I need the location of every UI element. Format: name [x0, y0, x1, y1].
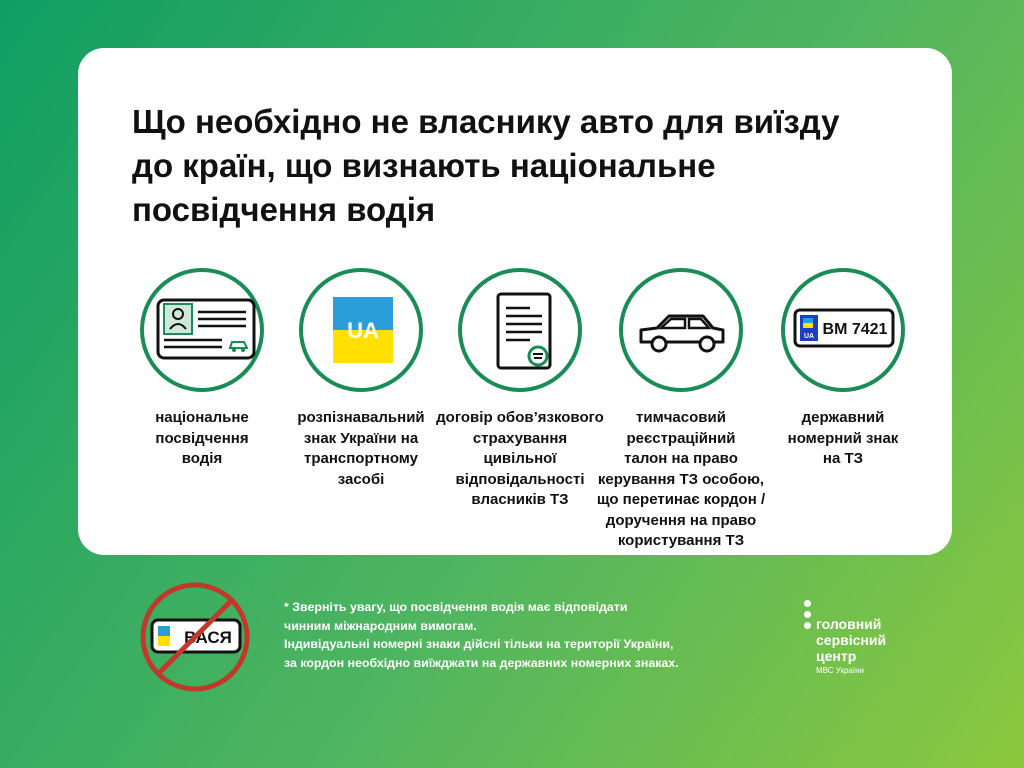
item-label: розпізнавальний знак України на транспортному засобі — [297, 409, 425, 488]
ua-badge-text: UA — [347, 318, 379, 343]
document-stamp-icon — [462, 272, 578, 388]
brand-name: головний сервісний центр — [816, 616, 887, 664]
ua-flag-icon — [303, 272, 419, 388]
license-plate-icon — [785, 272, 901, 388]
item-label: договір обов’язкового страхування цивільної відповідальності власників ТЗ — [436, 409, 604, 508]
brand-subtitle: МВС України — [816, 666, 864, 675]
item-label: тимчасовий реєстраційний талон на право керування ТЗ особою, що перетинає кордон / доручення на право користування ТЗ — [596, 409, 766, 549]
info-card — [78, 48, 952, 555]
item-car-registration — [596, 268, 766, 552]
item-license-plate — [758, 268, 928, 470]
car-icon — [623, 272, 739, 388]
item-ua-sign — [276, 268, 446, 490]
forbidden-plate-text: ВАСЯ — [184, 628, 232, 647]
item-label: національне посвідчення водія — [155, 409, 249, 467]
prohibited-sign-icon — [136, 578, 254, 696]
driver-license-icon — [144, 272, 260, 388]
page-title: Що необхідно не власнику авто для виїзду до країн, що визнають національне посвідчення водія — [132, 103, 840, 228]
item-insurance — [435, 268, 605, 511]
item-label: державний номерний знак на ТЗ — [787, 409, 899, 467]
item-driver-license — [117, 268, 287, 470]
plate-number: BM 7421 — [822, 321, 888, 338]
footnote: * Зверніть увагу, що посвідчення водія має відповідати чинним міжнародним вимогам. Індивідуальні номерні знаки дійсні тільки на території України, за кордон необхідно виїжджати на державних номерних знаках. — [284, 600, 679, 670]
plate-country-code: UA — [803, 333, 815, 340]
